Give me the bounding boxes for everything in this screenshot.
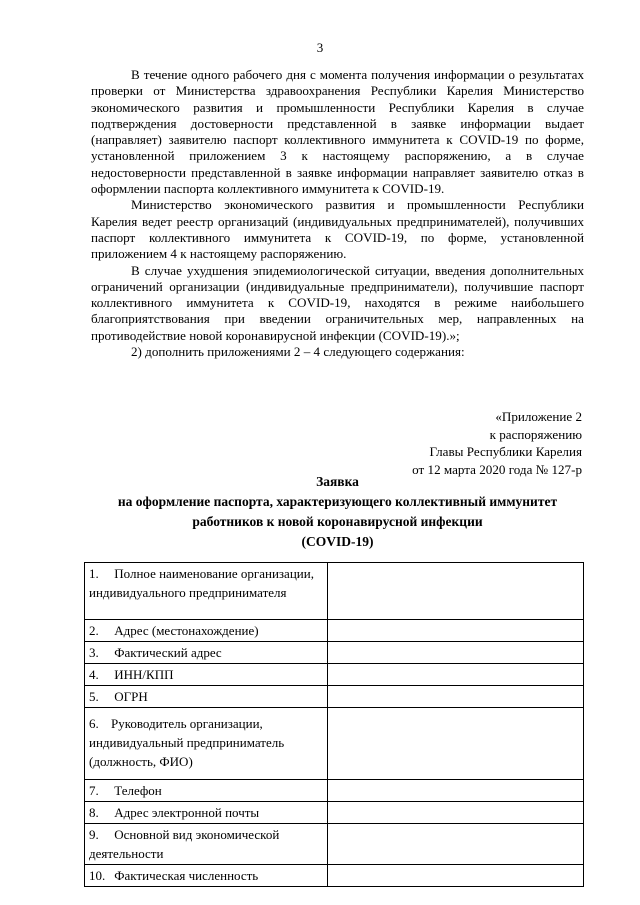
row-label: Адрес (местонахождение) [114,623,259,638]
paragraph-2: Министерство экономического развития и промышленности Республики Карелия ведет реестр организаций (индивидуальных предпринимателей), получивших паспорт коллективного иммунитета к COVID-19, по форме, установленной приложением 4 к настоящему распоряжению. [91,197,584,262]
row-number: 8. [89,805,99,820]
title-line-2: работников к новой коронавирусной инфекции [192,514,483,529]
table-row [85,780,584,802]
title-line-3: (COVID-19) [301,534,374,549]
row-value-cell[interactable] [328,824,584,865]
row-value-cell[interactable] [328,865,584,887]
row-number: 2. [89,623,99,638]
row-number: 3. [89,645,99,660]
paragraph-1: В течение одного рабочего дня с момента получения информации о результатах проверки от Министерства здравоохранения Республики Карелия Министерство экономического развития и промышленности Республики Карелия в случае подтверждения достоверности представленной в заявке информации выдает (направляет) заявителю паспорт коллективного иммунитета к COVID-19 по форме, установленной приложением 3 к настоящему распоряжению, а в случае недостоверности представленной в заявке информации направляет заявителю отказ в оформлении паспорта коллективного иммунитета к COVID-19. [91,67,584,197]
table-row [85,563,584,620]
row-label: Руководитель организации, индивидуальный предприниматель (должность, ФИО) [89,716,285,769]
row-value-cell[interactable] [328,802,584,824]
row-label: ИНН/КПП [114,667,174,682]
paragraph-4: 2) дополнить приложениями 2 – 4 следующего содержания: [131,344,465,360]
table-row [85,865,584,887]
row-label: Адрес электронной почты [114,805,260,820]
application-form-table [84,562,584,887]
table-row [85,802,584,824]
row-label: Полное наименование организации, индивидуального предпринимателя [89,566,314,600]
table-row [85,824,584,865]
row-label: Фактическая численность [114,868,259,883]
appendix-header [300,408,582,478]
row-number: 7. [89,783,99,798]
title-heading: Заявка [316,474,359,489]
row-number: 4. [89,667,99,682]
row-label: Основной вид экономической деятельности [89,827,280,861]
row-number: 10. [89,868,106,883]
title-line-1: на оформление паспорта, характеризующего коллективный иммунитет [117,494,558,509]
table-row [85,664,584,686]
appendix-line-4: от 12 марта 2020 года № 127-р [412,461,582,477]
row-number: 9. [89,827,99,842]
appendix-line-1: «Приложение 2 [495,409,582,424]
appendix-line-3: Главы Республики Карелия [429,444,582,459]
row-number: 5. [89,689,99,704]
row-value-cell[interactable] [328,708,584,780]
table-row [85,708,584,780]
row-number: 1. [89,566,99,581]
page-number: 3 [316,40,324,55]
row-value-cell[interactable] [328,642,584,664]
row-label: Телефон [114,783,162,798]
row-value-cell[interactable] [328,780,584,802]
row-value-cell[interactable] [328,664,584,686]
row-label: ОГРН [114,689,148,704]
table-row [85,642,584,664]
table-row [85,620,584,642]
row-number: 6. [89,716,99,731]
form-title [91,472,584,552]
row-label: Фактический адрес [114,645,222,660]
row-value-cell[interactable] [328,563,584,620]
row-value-cell[interactable] [328,686,584,708]
paragraph-3: В случае ухудшения эпидемиологической ситуации, введения дополнительных ограничений организации (индивидуальные предприниматели), получившие паспорт коллективного иммунитета к COVID-19, находятся в режиме наибольшего благоприятствования при введении ограничительных мер, направленных на противодействие новой коронавирусной инфекции (COVID-19).»; [91,262,584,343]
table-row [85,686,584,708]
appendix-line-2: к распоряжению [489,426,582,442]
body-text [91,67,584,360]
row-value-cell[interactable] [328,620,584,642]
